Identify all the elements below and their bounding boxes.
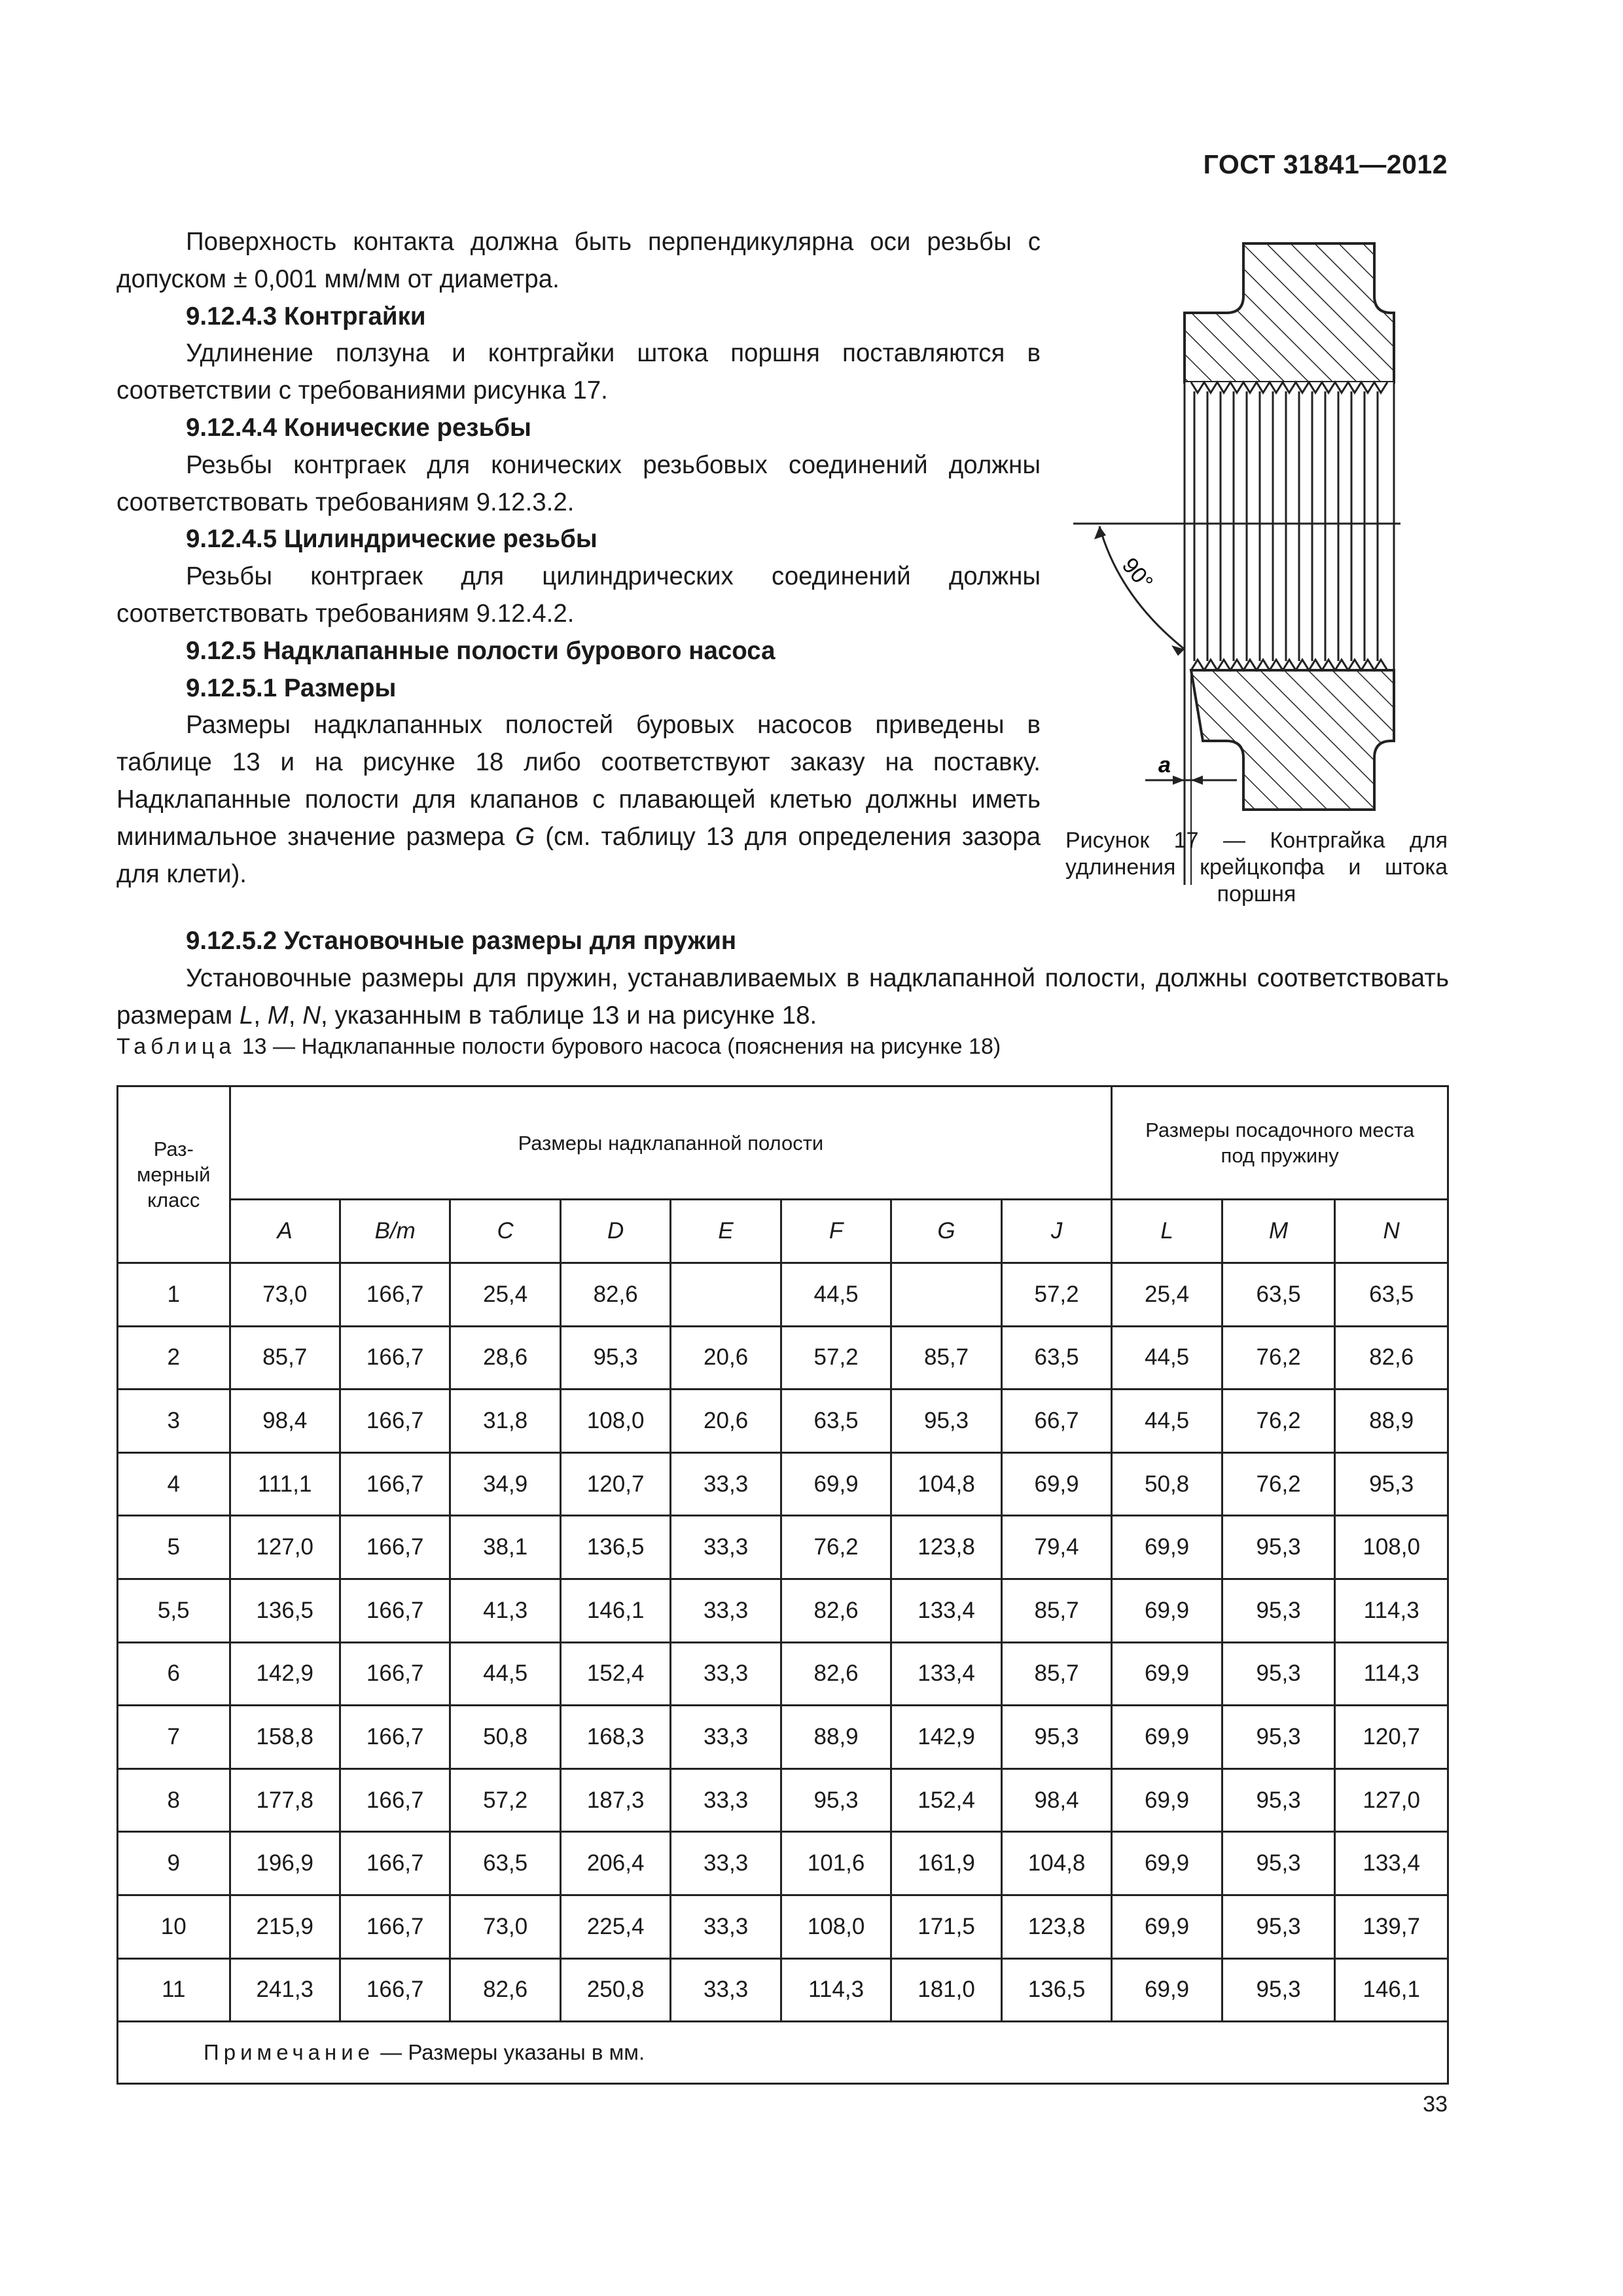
- table-cell: 95,3: [1222, 1832, 1335, 1895]
- paragraph: Поверхность контакта должна быть перпендикулярна оси резьбы с допуском ± 0,001 мм/мм от диаметра.: [116, 228, 1041, 293]
- table-row: [118, 1768, 1448, 1832]
- table-cell: 98,4: [230, 1390, 340, 1453]
- size-class-cell: 3: [118, 1390, 230, 1453]
- table-cell: 57,2: [1001, 1263, 1112, 1327]
- body-text-wide: [116, 923, 1449, 1034]
- table-cell: 66,7: [1001, 1390, 1112, 1453]
- table-cell: 44,5: [781, 1263, 891, 1327]
- table-row: [118, 1895, 1448, 1958]
- table-cell: 114,3: [781, 1958, 891, 2022]
- table-cell: 166,7: [340, 1706, 450, 1769]
- table-cell: [891, 1263, 1001, 1327]
- page-number: 33: [1423, 2092, 1448, 2117]
- table-cell: 142,9: [230, 1642, 340, 1706]
- table-cell: 146,1: [1335, 1958, 1448, 2022]
- table-cell: 85,7: [230, 1326, 340, 1390]
- column-header: L: [1112, 1200, 1222, 1263]
- table-cell: 127,0: [1335, 1768, 1448, 1832]
- table-cell: 166,7: [340, 1579, 450, 1642]
- table-cell: 69,9: [1112, 1642, 1222, 1706]
- table-cell: 63,5: [1222, 1263, 1335, 1327]
- table-cell: 152,4: [891, 1768, 1001, 1832]
- paragraph: Резьбы контргаек для цилиндрических соединений должны соответствовать требованиям 9.12.4.2.: [116, 562, 1041, 628]
- paragraph: [116, 707, 1041, 893]
- text-run: Размеры надклапанных полостей буровых насосов приведены в таблице 13 и на рисунке 18 либо соответствуют заказу на поставку. Надклапанные полости для клапанов с плавающей клетью должны иметь минимальное значение размера: [116, 711, 1041, 851]
- table-cell: 111,1: [230, 1452, 340, 1516]
- size-class-cell: 10: [118, 1895, 230, 1958]
- table-cell: 44,5: [1112, 1390, 1222, 1453]
- table-title-word: Таблица: [116, 1034, 236, 1059]
- size-class-cell: 1: [118, 1263, 230, 1327]
- table-cell: 95,3: [1222, 1895, 1335, 1958]
- table-cell: 146,1: [560, 1579, 670, 1642]
- text-run-italic: L: [239, 1001, 254, 1030]
- text-run: , указанным в таблице 13 и на рисунке 18.: [321, 1001, 817, 1030]
- table-cell: 133,4: [1335, 1832, 1448, 1895]
- table-row: [118, 1832, 1448, 1895]
- table-cell: 196,9: [230, 1832, 340, 1895]
- table-row: [118, 1642, 1448, 1706]
- size-class-cell: 8: [118, 1768, 230, 1832]
- size-class-cell: 6: [118, 1642, 230, 1706]
- table-cell: 25,4: [1112, 1263, 1222, 1327]
- table-cell: 69,9: [1001, 1452, 1112, 1516]
- table-cell: 20,6: [671, 1326, 781, 1390]
- table-cell: 123,8: [1001, 1895, 1112, 1958]
- table-cell: 95,3: [1222, 1516, 1335, 1579]
- standard-code: ГОСТ 31841—2012: [1203, 149, 1448, 179]
- table-cell: 152,4: [560, 1642, 670, 1706]
- text-run: Установочные размеры для пружин, устанавливаемых в надклапанной полости, должны соответствовать размерам: [116, 963, 1449, 1030]
- table-cell: 82,6: [781, 1642, 891, 1706]
- table-cell: 33,3: [671, 1958, 781, 2022]
- column-header: A: [230, 1200, 340, 1263]
- header-cavity-dimensions: Размеры надклапанной полости: [230, 1086, 1112, 1200]
- table-cell: 44,5: [1112, 1326, 1222, 1390]
- table-cell: 57,2: [781, 1326, 891, 1390]
- table-row: [118, 1958, 1448, 2022]
- table-row: [118, 1452, 1448, 1516]
- table-cell: 95,3: [1222, 1768, 1335, 1832]
- table-cell: 108,0: [781, 1895, 891, 1958]
- table-cell: 177,8: [230, 1768, 340, 1832]
- table-row: [118, 1326, 1448, 1390]
- table-cell: 187,3: [560, 1768, 670, 1832]
- section-heading: 9.12.5 Надклапанные полости бурового насоса: [186, 636, 776, 665]
- figure-caption: [1065, 827, 1448, 908]
- text-run: ,: [253, 1001, 268, 1030]
- table-cell: 166,7: [340, 1452, 450, 1516]
- table-cell: 136,5: [1001, 1958, 1112, 2022]
- table-cell: 34,9: [450, 1452, 560, 1516]
- table-row: [118, 1706, 1448, 1769]
- table-cell: 95,3: [891, 1390, 1001, 1453]
- size-class-cell: 11: [118, 1958, 230, 2022]
- table-cell: 76,2: [1222, 1390, 1335, 1453]
- table-cell: 123,8: [891, 1516, 1001, 1579]
- table-cell: 114,3: [1335, 1579, 1448, 1642]
- table-cell: 63,5: [781, 1390, 891, 1453]
- table-cell: 158,8: [230, 1706, 340, 1769]
- locknut-drawing: [1060, 230, 1466, 891]
- table-cell: 166,7: [340, 1832, 450, 1895]
- column-header: F: [781, 1200, 891, 1263]
- table-cell: 69,9: [781, 1452, 891, 1516]
- size-class-cell: 7: [118, 1706, 230, 1769]
- table-cell: 33,3: [671, 1832, 781, 1895]
- table-cell: 95,3: [781, 1768, 891, 1832]
- column-header: N: [1335, 1200, 1448, 1263]
- size-class-cell: 5: [118, 1516, 230, 1579]
- table-cell: 33,3: [671, 1706, 781, 1769]
- column-header: J: [1001, 1200, 1112, 1263]
- table-cell: 82,6: [450, 1958, 560, 2022]
- table-row: [118, 1263, 1448, 1327]
- table-cell: 95,3: [1222, 1579, 1335, 1642]
- table-cell: 133,4: [891, 1579, 1001, 1642]
- table-cell: 95,3: [1335, 1452, 1448, 1516]
- column-header: M: [1222, 1200, 1335, 1263]
- table-cell: 63,5: [450, 1832, 560, 1895]
- table-cell: 41,3: [450, 1579, 560, 1642]
- table-cell: 38,1: [450, 1516, 560, 1579]
- table-cell: 139,7: [1335, 1895, 1448, 1958]
- table-cell: 85,7: [1001, 1642, 1112, 1706]
- text-run-italic: G: [515, 822, 535, 851]
- table-cell: 88,9: [781, 1706, 891, 1769]
- table-cell: 79,4: [1001, 1516, 1112, 1579]
- table-cell: 98,4: [1001, 1768, 1112, 1832]
- size-class-cell: 5,5: [118, 1579, 230, 1642]
- table-cell: 133,4: [891, 1642, 1001, 1706]
- text-run: (см. таблицу 13 для определения зазора для клети).: [116, 822, 1041, 888]
- table-cell: 76,2: [1222, 1452, 1335, 1516]
- table-cell: 85,7: [891, 1326, 1001, 1390]
- angle-label: 90°: [1116, 553, 1158, 595]
- table-cell: 166,7: [340, 1642, 450, 1706]
- table-row: [118, 1516, 1448, 1579]
- table-cell: 206,4: [560, 1832, 670, 1895]
- table-cell: 108,0: [1335, 1516, 1448, 1579]
- table-title-text: 13 — Надклапанные полости бурового насоса (пояснения на рисунке 18): [236, 1034, 1001, 1059]
- table-cell: 114,3: [1335, 1642, 1448, 1706]
- size-class-cell: 4: [118, 1452, 230, 1516]
- table-note: [118, 2022, 1448, 2084]
- table-cell: 108,0: [560, 1390, 670, 1453]
- table-cell: 50,8: [1112, 1452, 1222, 1516]
- table-cell: 215,9: [230, 1895, 340, 1958]
- table-cell: 31,8: [450, 1390, 560, 1453]
- text-run-italic: N: [302, 1001, 321, 1030]
- table-cell: 82,6: [1335, 1326, 1448, 1390]
- table-cell: 33,3: [671, 1516, 781, 1579]
- table-cell: 73,0: [230, 1263, 340, 1327]
- note-text: — Размеры указаны в мм.: [374, 2040, 645, 2065]
- note-word: Примечание: [204, 2040, 375, 2065]
- table-cell: 95,3: [560, 1326, 670, 1390]
- table-cell: 166,7: [340, 1263, 450, 1327]
- table-cell: 20,6: [671, 1390, 781, 1453]
- header-spring-seat-dimensions: Размеры посадочного места под пружину: [1112, 1086, 1448, 1200]
- table-cell: 73,0: [450, 1895, 560, 1958]
- table-cell: 136,5: [560, 1516, 670, 1579]
- table-cell: 85,7: [1001, 1579, 1112, 1642]
- body-text-column: [116, 224, 1041, 893]
- table-cell: 82,6: [560, 1263, 670, 1327]
- table-cell: 166,7: [340, 1958, 450, 2022]
- table-cell: 241,3: [230, 1958, 340, 2022]
- table-cell: 69,9: [1112, 1832, 1222, 1895]
- table-row: [118, 1390, 1448, 1453]
- table-cell: 88,9: [1335, 1390, 1448, 1453]
- caption-line: удлинения крейцкопфа и штока: [1065, 855, 1448, 880]
- column-header: D: [560, 1200, 670, 1263]
- table-cell: 33,3: [671, 1642, 781, 1706]
- table-cell: 44,5: [450, 1642, 560, 1706]
- table-cell: 161,9: [891, 1832, 1001, 1895]
- caption-line: Рисунок 17 — Контргайка для: [1065, 828, 1448, 853]
- column-header: G: [891, 1200, 1001, 1263]
- size-class-cell: 2: [118, 1326, 230, 1390]
- table-cell: 95,3: [1222, 1958, 1335, 2022]
- table-cell: 168,3: [560, 1706, 670, 1769]
- table-row: [118, 1579, 1448, 1642]
- table-cell: 166,7: [340, 1768, 450, 1832]
- table-cell: 69,9: [1112, 1579, 1222, 1642]
- text-run-italic: M: [267, 1001, 289, 1030]
- table-cell: 166,7: [340, 1516, 450, 1579]
- table-cell: 127,0: [230, 1516, 340, 1579]
- table-cell: 33,3: [671, 1895, 781, 1958]
- table-cell: 95,3: [1222, 1642, 1335, 1706]
- paragraph: Резьбы контргаек для конических резьбовых соединений должны соответствовать требованиям 9.12.3.2.: [116, 450, 1041, 516]
- table-cell: 166,7: [340, 1895, 450, 1958]
- table-cell: 69,9: [1112, 1706, 1222, 1769]
- paragraph: Удлинение ползуна и контргайки штока поршня поставляются в соответствии с требованиями рисунка 17.: [116, 339, 1041, 405]
- table-cell: 69,9: [1112, 1768, 1222, 1832]
- table-cell: 95,3: [1001, 1706, 1112, 1769]
- paragraph: [116, 960, 1449, 1035]
- dimensions-table: [116, 1085, 1449, 2085]
- table-cell: 57,2: [450, 1768, 560, 1832]
- section-heading: 9.12.4.5 Цилиндрические резьбы: [186, 525, 597, 554]
- section-heading: 9.12.5.1 Размеры: [186, 673, 397, 702]
- table-cell: 120,7: [560, 1452, 670, 1516]
- table-cell: 28,6: [450, 1326, 560, 1390]
- table-cell: 171,5: [891, 1895, 1001, 1958]
- table-cell: 33,3: [671, 1579, 781, 1642]
- table-cell: 82,6: [781, 1579, 891, 1642]
- table-cell: [671, 1263, 781, 1327]
- table-cell: 25,4: [450, 1263, 560, 1327]
- table-cell: 63,5: [1335, 1263, 1448, 1327]
- table-cell: 95,3: [1222, 1706, 1335, 1769]
- table-cell: 33,3: [671, 1768, 781, 1832]
- table-cell: 250,8: [560, 1958, 670, 2022]
- section-heading: 9.12.4.4 Конические резьбы: [186, 413, 531, 442]
- header-size-class: Раз- мерный класс: [118, 1086, 230, 1263]
- table-cell: 104,8: [1001, 1832, 1112, 1895]
- table-cell: 142,9: [891, 1706, 1001, 1769]
- table-cell: 76,2: [781, 1516, 891, 1579]
- caption-line: поршня: [1217, 882, 1296, 906]
- table-cell: 50,8: [450, 1706, 560, 1769]
- table-cell: 69,9: [1112, 1516, 1222, 1579]
- size-class-cell: 9: [118, 1832, 230, 1895]
- dimension-label-a: a: [1158, 753, 1171, 778]
- table-cell: 69,9: [1112, 1958, 1222, 2022]
- table-title: [116, 1034, 1001, 1060]
- table-cell: 104,8: [891, 1452, 1001, 1516]
- column-header: C: [450, 1200, 560, 1263]
- column-header: B/m: [340, 1200, 450, 1263]
- table-cell: 120,7: [1335, 1706, 1448, 1769]
- table-cell: 69,9: [1112, 1895, 1222, 1958]
- table-cell: 136,5: [230, 1579, 340, 1642]
- table-cell: 225,4: [560, 1895, 670, 1958]
- table-cell: 166,7: [340, 1326, 450, 1390]
- table-cell: 33,3: [671, 1452, 781, 1516]
- column-header: E: [671, 1200, 781, 1263]
- section-heading: 9.12.5.2 Установочные размеры для пружин: [186, 927, 737, 955]
- table-cell: 181,0: [891, 1958, 1001, 2022]
- table-cell: 63,5: [1001, 1326, 1112, 1390]
- table-cell: 166,7: [340, 1390, 450, 1453]
- text-run: ,: [288, 1001, 303, 1030]
- section-heading: 9.12.4.3 Контргайки: [186, 302, 426, 331]
- table-cell: 101,6: [781, 1832, 891, 1895]
- table-cell: 76,2: [1222, 1326, 1335, 1390]
